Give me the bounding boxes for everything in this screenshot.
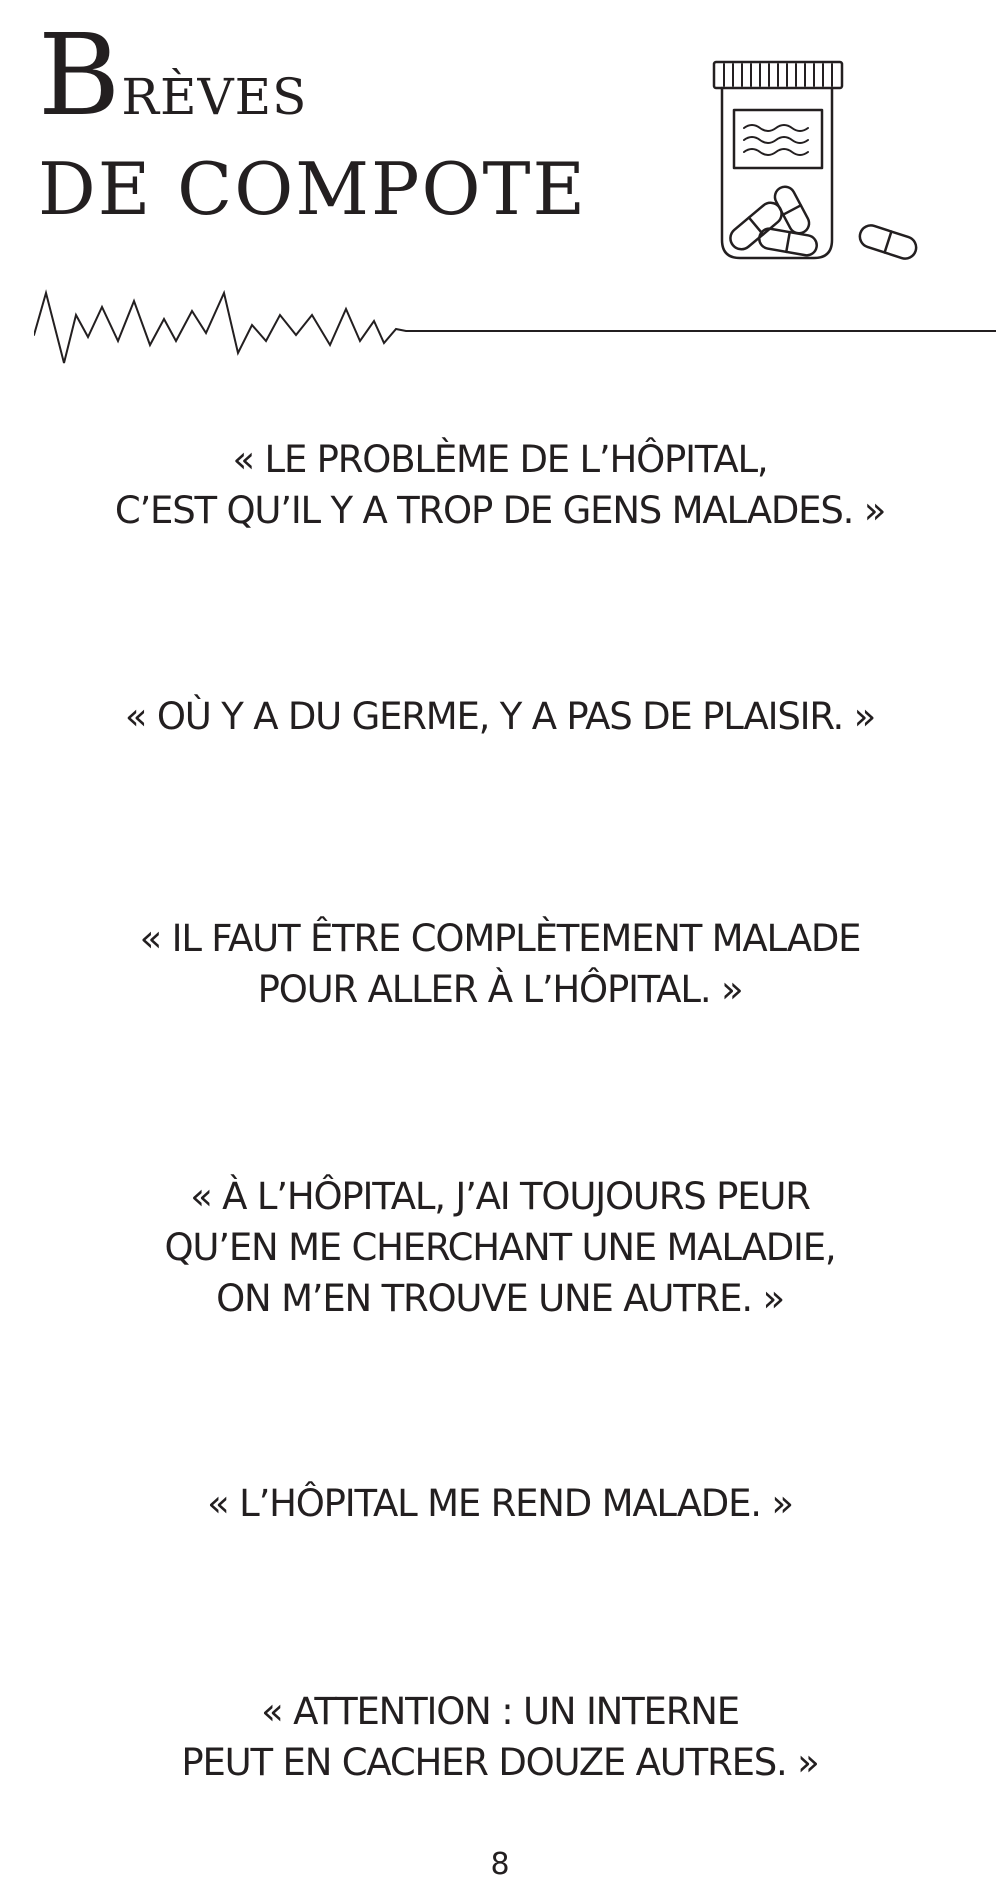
quote-4: « À L’HÔPITAL, J’AI TOUJOURS PEUR QU’EN ME CHERCHANT UNE MALADIE, ON M’EN TROUVE UNE AUTRE. » <box>164 1175 836 1320</box>
quote-2: « OÙ Y A DU GERME, Y A PAS DE PLAISIR. » <box>124 695 876 738</box>
page-number: 8 <box>490 1847 510 1882</box>
title-initial: B <box>38 11 122 141</box>
quote-5: « L’HÔPITAL ME REND MALADE. » <box>207 1482 793 1525</box>
title-line-2: DE COMPOTE <box>38 147 588 231</box>
quote-6: « ATTENTION : UN INTERNE PEUT EN CACHER DOUZE AUTRES. » <box>181 1690 819 1784</box>
title-rest: rèves <box>121 47 308 131</box>
quote-1: « LE PROBLÈME DE L’HÔPITAL, C’EST QU’IL Y A TROP DE GENS MALADES. » <box>114 438 886 532</box>
quote-3: « IL FAUT ÊTRE COMPLÈTEMENT MALADE POUR ALLER À L’HÔPITAL. » <box>139 917 861 1011</box>
